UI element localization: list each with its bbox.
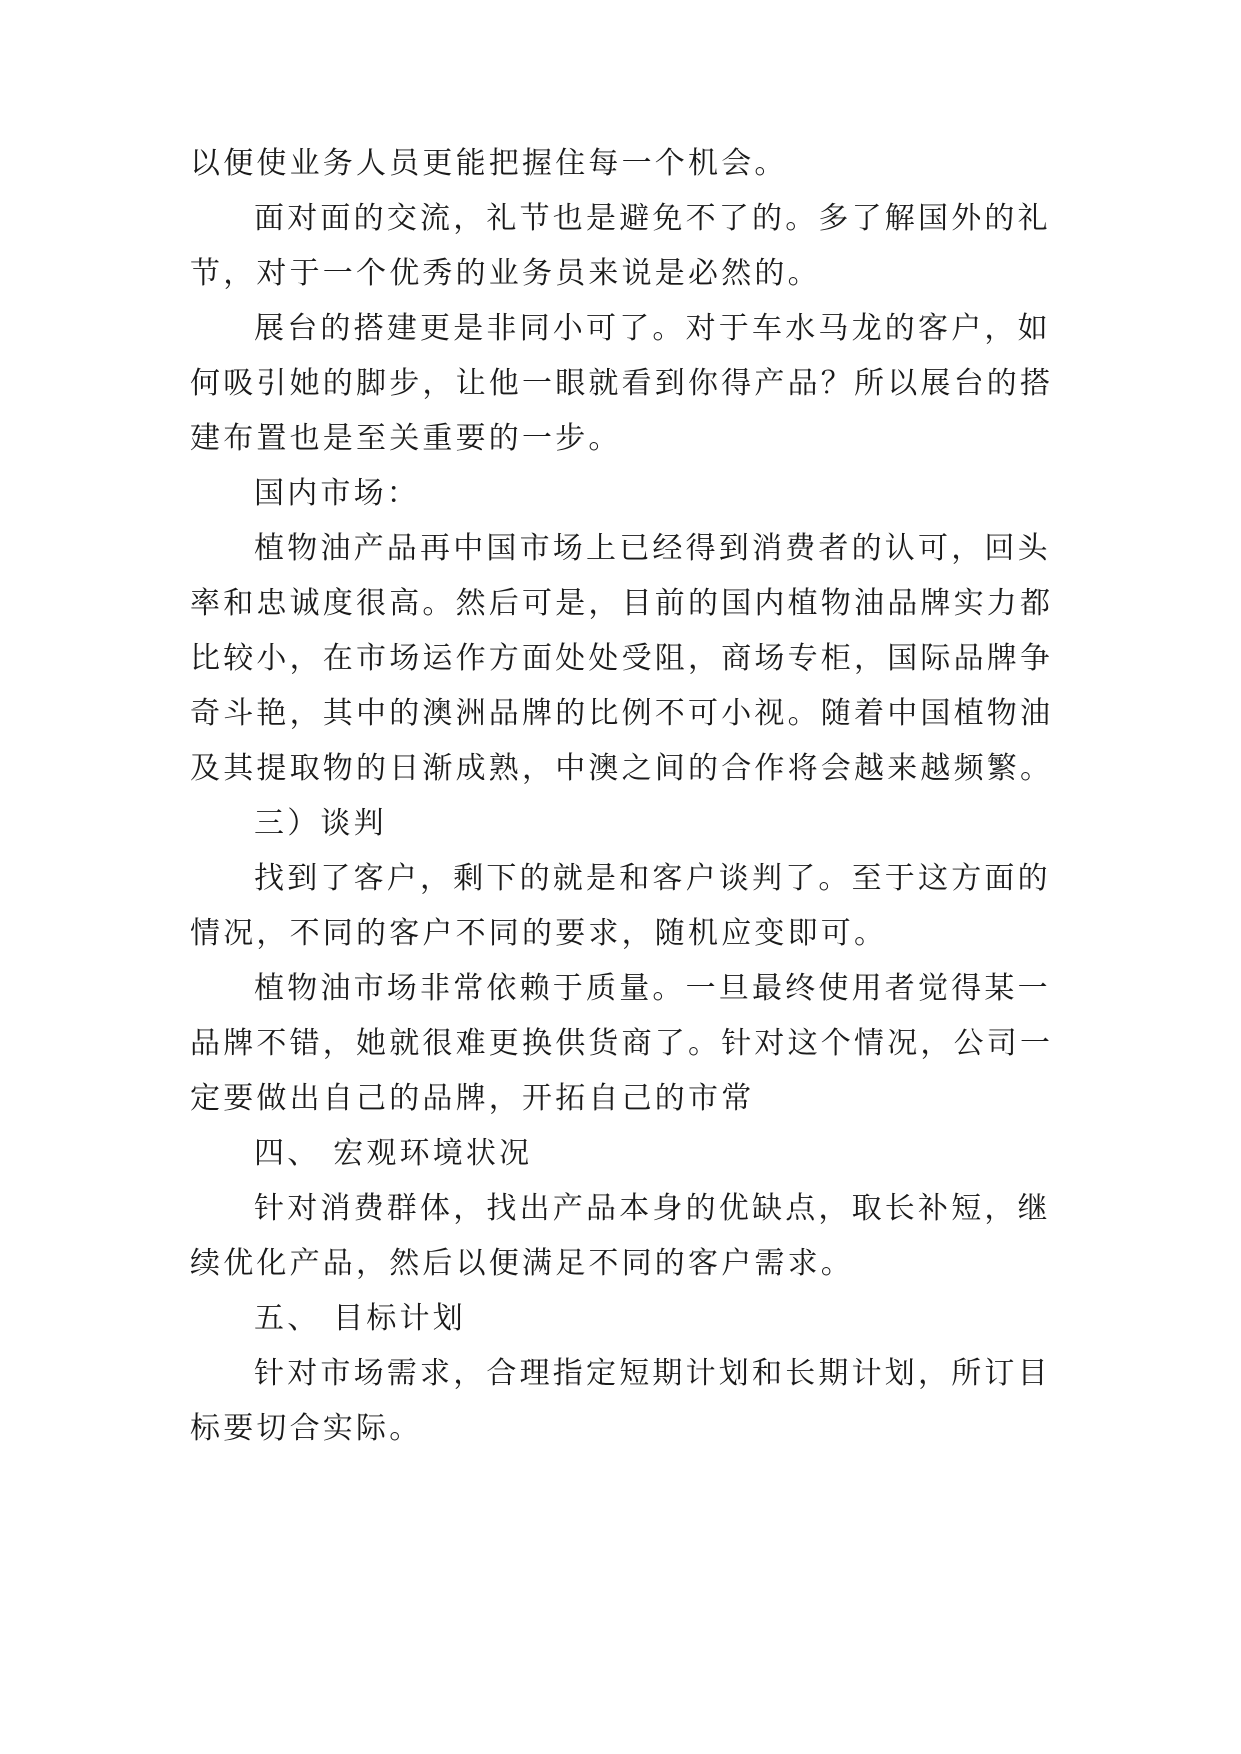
text-line-13: 三）谈判 bbox=[254, 806, 387, 841]
text-line-18: 定要做出自己的品牌，开拓自己的市常 bbox=[190, 1081, 755, 1116]
text-line-2: 面对面的交流，礼节也是避免不了的。多了解国外的礼 bbox=[254, 201, 1051, 236]
text-line-19: 四、 宏观环境状况 bbox=[254, 1136, 533, 1171]
text-line-23: 针对市场需求，合理指定短期计划和长期计划，所订目 bbox=[254, 1356, 1051, 1391]
text-line-17: 品牌不错，她就很难更换供货商了。针对这个情况，公司一 bbox=[190, 1026, 1054, 1061]
text-line-15: 情况，不同的客户不同的要求，随机应变即可。 bbox=[190, 916, 888, 951]
text-line-3: 节，对于一个优秀的业务员来说是必然的。 bbox=[190, 256, 821, 291]
text-line-10: 比较小，在市场运作方面处处受阻，商场专柜，国际品牌争 bbox=[190, 641, 1054, 676]
text-line-9: 率和忠诚度很高。然后可是，目前的国内植物油品牌实力都 bbox=[190, 586, 1054, 621]
text-line-5: 何吸引她的脚步，让他一眼就看到你得产品？所以展台的搭 bbox=[190, 366, 1054, 401]
text-line-1: 以便使业务人员更能把握住每一个机会。 bbox=[190, 146, 788, 181]
text-line-12: 及其提取物的日渐成熟，中澳之间的合作将会越来越频繁。 bbox=[190, 751, 1054, 786]
text-line-20: 针对消费群体，找出产品本身的优缺点，取长补短，继 bbox=[254, 1191, 1051, 1226]
text-line-6: 建布置也是至关重要的一步。 bbox=[190, 421, 622, 456]
text-line-24: 标要切合实际。 bbox=[190, 1411, 423, 1446]
text-line-22: 五、 目标计划 bbox=[254, 1301, 466, 1336]
text-line-8: 植物油产品再中国市场上已经得到消费者的认可，回头 bbox=[254, 531, 1051, 566]
text-line-16: 植物油市场非常依赖于质量。一旦最终使用者觉得某一 bbox=[254, 971, 1051, 1006]
text-line-4: 展台的搭建更是非同小可了。对于车水马龙的客户，如 bbox=[254, 311, 1051, 346]
text-line-21: 续优化产品，然后以便满足不同的客户需求。 bbox=[190, 1246, 854, 1281]
text-line-11: 奇斗艳，其中的澳洲品牌的比例不可小视。随着中国植物油 bbox=[190, 696, 1054, 731]
text-line-7: 国内市场： bbox=[254, 476, 420, 511]
text-line-14: 找到了客户，剩下的就是和客户谈判了。至于这方面的 bbox=[254, 861, 1051, 896]
